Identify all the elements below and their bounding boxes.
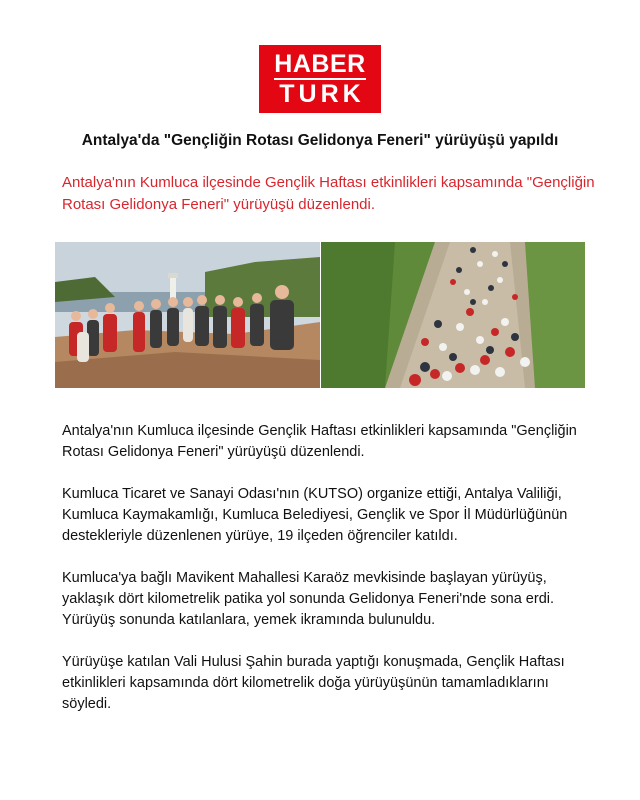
body-paragraph: Kumluca'ya bağlı Mavikent Mahallesi Karaöz mevkisinde başlayan yürüyüş, yaklaşık dört kilometrelik patika yol sonunda Gelidonya Feneri'nde sona erdi. Yürüyüş sonunda katılanlara, yemek ikramında bulunuldu. bbox=[62, 570, 555, 628]
body-paragraph: Antalya'nın Kumluca ilçesinde Gençlik Haftası etkinlikleri kapsamında "Gençliğin Rotası Gelidonya Feneri" yürüyüşü düzenlendi. bbox=[62, 423, 577, 460]
body-paragraph: Yürüyüşe katılan Vali Hulusi Şahin burada yaptığı konuşmada, Gençlik Haftası etkinlikleri kapsamında dört kilometrelik doğa yürüyüşünün tamamladıklarını söyledi. bbox=[62, 654, 565, 712]
article-summary: Antalya'nın Kumluca ilçesinde Gençlik Haftası etkinlikleri kapsamında "Gençliğin Rotası Gelidonya Feneri" yürüyüşü düzenlendi. bbox=[62, 174, 595, 213]
logo-line-2: TURK bbox=[279, 80, 365, 108]
article-body bbox=[62, 421, 592, 736]
logo-line-1: HABER bbox=[274, 50, 366, 78]
article-headline: Antalya'da "Gençliğin Rotası Gelidonya Feneri" yürüyüşü yapıldı bbox=[81, 132, 559, 149]
group-photo bbox=[55, 242, 320, 388]
haberturk-logo[interactable] bbox=[259, 45, 381, 113]
article-photo bbox=[55, 242, 585, 388]
body-paragraph: Kumluca Ticaret ve Sanayi Odası'nın (KUTSO) organize ettiği, Antalya Valiliği, Kumluca Kaymakamlığı, Kumluca Belediyesi, Gençlik ve Spor İl Müdürlüğünün destekleriyle düzenlenen yürüye, 19 ilçeden öğrenciler katıldı. bbox=[62, 486, 568, 544]
crowd-photo bbox=[321, 242, 585, 388]
